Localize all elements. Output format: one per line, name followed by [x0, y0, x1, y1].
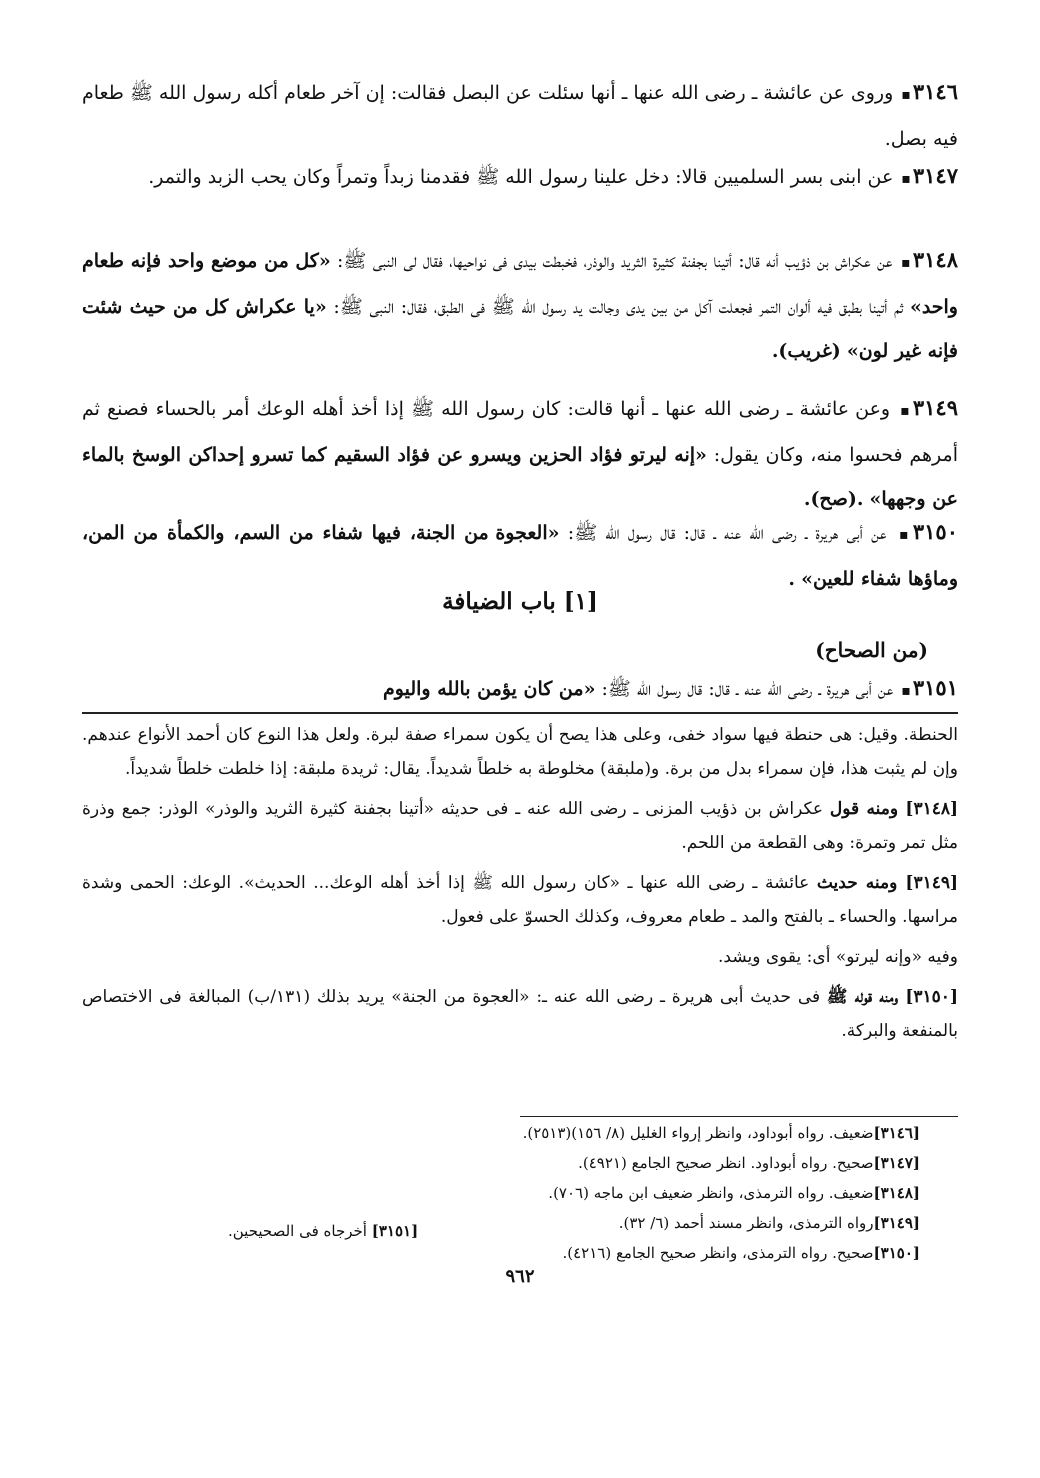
- hadith-grade: (غريب).: [771, 340, 841, 362]
- footnote-text: ضعيف. رواه الترمذى، وانظر ضعيف ابن ماجه (٧٠٦).: [548, 1184, 874, 1202]
- footnote: [200, 1148, 920, 1178]
- hadith-3147: [82, 154, 958, 201]
- hadith-3149: [82, 386, 958, 521]
- commentary-paragraph: [82, 940, 958, 974]
- chapter-title: [١] باب الضيافة: [442, 588, 598, 615]
- footnote: [200, 1118, 920, 1148]
- footnote-text: ضعيف. رواه أبوداود، وانظر إرواء الغليل (٨/ ١٥٦)(٢٥١٣).: [522, 1124, 874, 1142]
- footnote-text: صحيح. رواه أبوداود. انظر صحيح الجامع (٤٩٢١).: [578, 1154, 874, 1172]
- footnotes: [200, 1118, 920, 1268]
- footnote-number: [٣١٤٨]: [873, 1184, 920, 1202]
- footnote-text: رواه الترمذى، وانظر مسند أحمد (٦/ ٣٢).: [618, 1214, 874, 1232]
- hadith-number: ٣١٥٠ ▪: [895, 519, 958, 544]
- footnote-number: [٣١٥١]: [371, 1222, 419, 1240]
- hadith-grade: .: [788, 568, 796, 590]
- commentary-text: الحنطة. وقيل: هى حنطة فيها سواد خفى، وعلى هذا يصح أن يكون سمراء صفة لبرة. ولعل هذا النوع كان أحمد الأنواع عندهم. وإن لم يثبت هذا، فإن سمراء بدل من برة. و(ملبقة) مخلوطة به خلطاً شديداً. يقال: ثريدة ملبقة: إذا خلطت خلطاً شديداً.: [82, 725, 958, 779]
- hadith-number: ٣١٤٧ ▪: [899, 163, 958, 188]
- commentary-paragraph: [82, 718, 958, 786]
- footnote-text: صحيح. رواه الترمذى، وانظر صحيح الجامع (٤٢١٦).: [562, 1244, 874, 1262]
- hadith-text: عن عكراش بن ذؤيب أنه قال: أتينا بجفنة كثيرة الثريد والوذر، فخبطت بيدى فى نواحيها، فقال لى النبى ﷺ:: [337, 250, 893, 272]
- hadith-text: ثم أتينا بطبق فيه ألوان التمر فجعلت آكل من بين يدى وجالت يد رسول الله ﷺ فى الطبق، فقال: النبى ﷺ:: [333, 296, 904, 318]
- hadith-grade: .(صح).: [803, 488, 864, 510]
- hadith-number: ٣١٥١ ▪: [899, 675, 958, 700]
- hadith-3146: [82, 70, 958, 161]
- commentary-text: وفيه «وإنه ليرتو» أى: يقوى ويشد.: [718, 947, 958, 967]
- commentary-divider: [82, 712, 958, 714]
- footnote: [200, 1178, 920, 1208]
- hadith-number: ٣١٤٩ ▪: [897, 395, 958, 420]
- hadith-3148: [82, 238, 958, 373]
- commentary-text: عكراش بن ذؤيب المزنى ـ رضى الله عنه ـ فى حديثه «أتينا بجفنة كثيرة الثريد والوذر» الوذر: جمع وذرة مثل تمر وتمرة: وهى القطعة من اللحم.: [82, 799, 958, 853]
- page-number: ٩٦٢: [505, 1266, 535, 1287]
- footnote-divider: [520, 1116, 958, 1117]
- hadith-number: ٣١٤٦ ▪: [899, 79, 958, 104]
- footnote-number: [٣١٥٠]: [873, 1244, 920, 1262]
- commentary-text: عائشة ـ رضى الله عنها ـ «كان رسول الله ﷺ إذا أخذ أهله الوعك... الحديث». الوعك: الحمى وشدة مراسها. والحساء ـ بالفتح والمد ـ طعام معروف، وكذلك الحسوّ على فعول.: [82, 873, 958, 927]
- section-subheading: (من الصحاح): [815, 638, 928, 662]
- commentary-reference: [٣١٤٨] ومنه قول: [829, 799, 959, 819]
- hadith-number: ٣١٤٨ ▪: [899, 247, 958, 272]
- commentary-paragraph: [82, 866, 958, 934]
- commentary-reference: [٣١٤٩] ومنه حديث: [816, 873, 959, 893]
- footnote-number: [٣١٤٦]: [873, 1124, 920, 1142]
- hadith-text: عن ابنى بسر السلميين قالا: دخل علينا رسول الله ﷺ فقدمنا زبداً وتمراً وكان يحب الزبد والتمر.: [148, 166, 894, 188]
- hadith-quote: «إنه ليرتو فؤاد الحزين ويسرو عن فؤاد السقيم كما تسرو إحداكن الوسخ بالماء عن وجهها»: [82, 444, 958, 510]
- footnote-number: [٣١٤٩]: [873, 1214, 920, 1232]
- footnote-text: أخرجاه فى الصحيحين.: [228, 1222, 367, 1240]
- footnote: [200, 1238, 920, 1268]
- hadith-quote: «يا عكراش كل من حيث شئت فإنه غير لون»: [82, 296, 958, 362]
- hadith-text: وعن عائشة ـ رضى الله عنها ـ أنها قالت: كان رسول الله ﷺ إذا أخذ أهله الوعك أمر بالحساء فصنع ثم أمرهم فحسوا منه، وكان يقول:: [82, 398, 958, 466]
- commentary-text: فى حديث أبى هريرة ـ رضى الله عنه ـ: «العجوة من الجنة» يريد بذلك (١٣١/ب) المبالغة فى الاختصاص بالمنفعة والبركة.: [82, 987, 958, 1041]
- hadith-quote: «العجوة من الجنة، فيها شفاء من السم، والكمأة من المن، وماؤها شفاء للعين»: [82, 522, 958, 590]
- footnote-number: [٣١٤٧]: [873, 1154, 920, 1172]
- hadith-text: وروى عن عائشة ـ رضى الله عنها ـ أنها سئلت عن البصل فقالت: إن آخر طعام أكله رسول الله ﷺ طعام فيه بصل.: [82, 82, 958, 150]
- hadith-3151: [82, 666, 958, 713]
- commentary-block: [82, 718, 958, 1048]
- hadith-text: عن أبى هريرة ـ رضى الله عنه ـ قال: قال رسول الله ﷺ:: [601, 678, 894, 700]
- commentary-paragraph: [82, 980, 958, 1048]
- footnote-3151: [228, 1222, 418, 1240]
- commentary-paragraph: [82, 792, 958, 860]
- hadith-text: عن أبى هريرة ـ رضى الله عنه ـ قال: قال رسول الله ﷺ:: [567, 522, 887, 544]
- commentary-reference: [٣١٥٠] ومنه قوله ﷺ: [826, 987, 958, 1007]
- hadith-quote: «كل من موضع واحد فإنه طعام واحد»: [82, 250, 958, 318]
- hadith-quote: «من كان يؤمن بالله واليوم: [383, 678, 596, 700]
